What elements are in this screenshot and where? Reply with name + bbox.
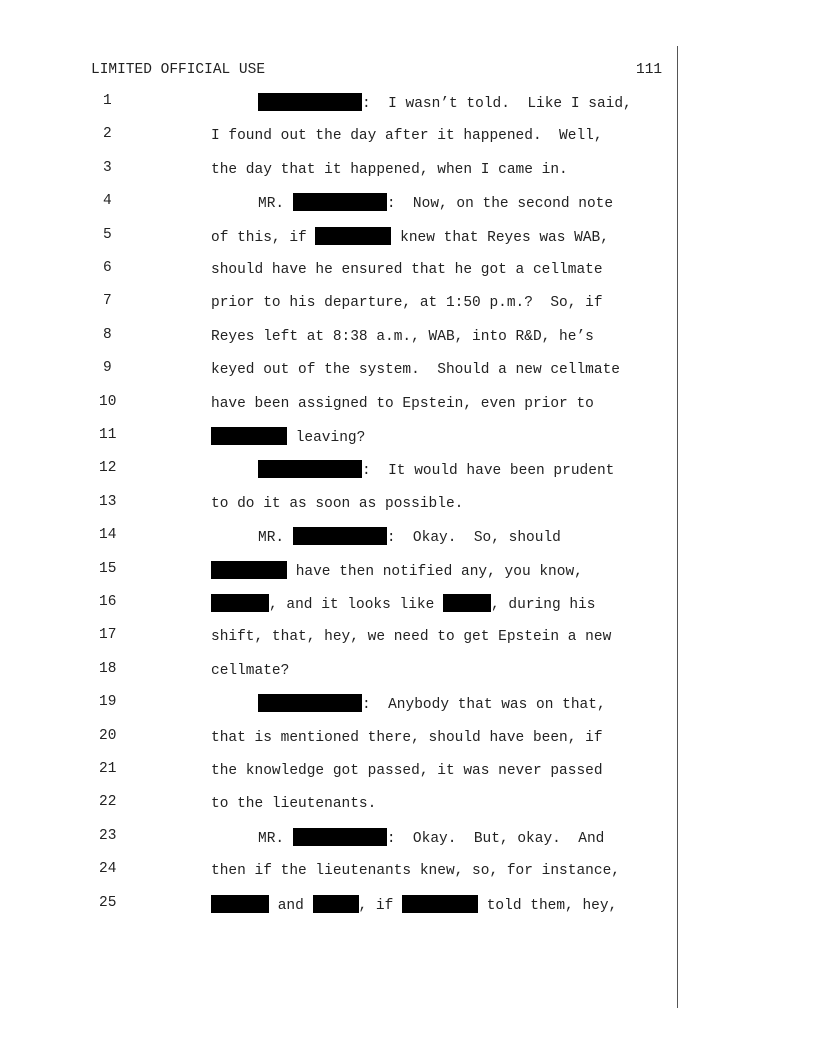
transcript-line: [0, 494, 816, 518]
line-number: 11: [99, 427, 117, 443]
transcript-line: [0, 327, 816, 351]
redaction-box: [293, 527, 387, 545]
line-number: 23: [99, 827, 117, 844]
line-number: 3: [103, 159, 112, 176]
line-number: 22: [99, 794, 117, 811]
line-text: [211, 427, 365, 448]
line-number: 2: [103, 126, 112, 143]
transcript-line: [0, 828, 816, 852]
line-text: [211, 394, 594, 414]
redaction-box: [293, 193, 387, 211]
text-run: to do it as soon as possible.: [211, 495, 464, 512]
text-run: , if: [358, 897, 403, 914]
redaction-box: [293, 828, 387, 846]
text-run: then if the lieutenants knew, so, for instance,: [211, 863, 620, 880]
line-text: [211, 661, 289, 681]
line-text: [211, 260, 603, 280]
line-number: 21: [99, 761, 117, 777]
text-run: prior to his departure, at 1:50 p.m.? So, if: [211, 295, 603, 312]
line-number: 13: [99, 493, 117, 510]
transcript-line: [0, 661, 816, 685]
text-run: : I wasn’t told. Like I said,: [362, 96, 632, 112]
transcript-line: [0, 761, 816, 785]
line-text: [211, 794, 376, 814]
text-run: : Okay. So, should: [386, 530, 561, 547]
line-number: 6: [103, 260, 112, 276]
redaction-box: [315, 227, 391, 245]
line-number: 10: [99, 393, 117, 410]
line-number: 25: [99, 894, 117, 911]
line-text: [258, 527, 561, 548]
redaction-box: [258, 694, 362, 712]
text-run: : Okay. But, okay. And: [386, 830, 605, 847]
line-text: [211, 126, 603, 146]
text-run: : It would have been prudent: [362, 463, 615, 480]
line-number: 7: [103, 293, 112, 310]
line-number: 12: [99, 460, 117, 477]
text-run: , during his: [491, 597, 596, 613]
line-text: [258, 93, 632, 114]
text-run: to the lieutenants.: [211, 796, 377, 813]
redaction-box: [258, 93, 362, 111]
text-run: of this, if: [211, 229, 316, 246]
transcript-line: [0, 794, 816, 818]
line-text: [211, 160, 568, 180]
transcript-line: [0, 93, 816, 117]
text-run: should have he ensured that he got a cellmate: [211, 262, 603, 278]
transcript-line: [0, 861, 816, 885]
transcript-line: [0, 126, 816, 150]
text-run: told them, hey,: [478, 897, 618, 914]
text-run: , and it looks like: [269, 597, 444, 613]
line-number: 16: [99, 594, 117, 610]
transcript-line: [0, 561, 816, 585]
transcript-line: [0, 895, 816, 919]
line-text: [258, 694, 606, 715]
text-run: I found out the day after it happened. Well,: [211, 128, 603, 145]
text-run: have been assigned to Epstein, even prior to: [211, 395, 594, 412]
transcript-line: [0, 160, 816, 184]
line-number: 19: [99, 694, 117, 711]
line-text: [211, 895, 617, 916]
line-number: 9: [103, 360, 112, 377]
line-text: [211, 227, 609, 248]
redaction-box: [313, 895, 359, 913]
transcript-line: [0, 360, 816, 384]
transcript-line: [0, 694, 816, 718]
text-run: shift, that, hey, we need to get Epstein a new: [211, 629, 612, 646]
transcript-line: [0, 227, 816, 251]
line-number: 4: [103, 193, 112, 210]
redaction-box: [211, 594, 269, 612]
page-number: 111: [636, 62, 663, 78]
line-text: [258, 193, 613, 214]
line-text: [211, 561, 583, 582]
text-run: MR.: [258, 196, 293, 213]
line-number: 24: [99, 861, 117, 878]
text-run: Reyes left at 8:38 a.m., WAB, into R&D, he’s: [211, 328, 594, 345]
text-run: the knowledge got passed, it was never passed: [211, 763, 603, 779]
transcript-line: [0, 627, 816, 651]
text-run: MR.: [258, 830, 293, 847]
line-number: 17: [99, 627, 117, 644]
line-text: [258, 460, 614, 481]
text-run: : Now, on the second note: [386, 196, 614, 213]
transcript-line: [0, 594, 816, 618]
text-run: MR.: [258, 530, 293, 547]
line-text: [211, 360, 620, 380]
line-text: [211, 627, 611, 647]
text-run: leaving?: [287, 430, 366, 446]
text-run: knew that Reyes was WAB,: [391, 229, 609, 246]
line-text: [211, 761, 603, 781]
line-number: 8: [103, 326, 112, 343]
text-run: cellmate?: [211, 662, 290, 679]
text-run: and: [269, 897, 313, 914]
redaction-box: [211, 427, 287, 445]
header-classification: LIMITED OFFICIAL USE: [91, 62, 266, 78]
line-text: [211, 594, 595, 615]
line-number: 15: [99, 560, 117, 577]
line-text: [211, 861, 620, 881]
line-number: 18: [99, 660, 117, 677]
transcript-line: [0, 460, 816, 484]
redaction-box: [443, 594, 491, 612]
transcript-line: [0, 427, 816, 451]
text-run: have then notified any, you know,: [287, 563, 583, 580]
line-number: 20: [99, 727, 117, 744]
text-run: keyed out of the system. Should a new cellmate: [211, 362, 620, 379]
redaction-box: [402, 895, 478, 913]
transcript-line: [0, 394, 816, 418]
line-text: [211, 728, 603, 748]
redaction-box: [211, 561, 287, 579]
text-run: that is mentioned there, should have been, if: [211, 729, 603, 746]
transcript-line: [0, 193, 816, 217]
line-text: [258, 828, 604, 849]
line-number: 5: [103, 226, 112, 243]
redaction-box: [211, 895, 269, 913]
line-number: 1: [103, 93, 112, 109]
line-text: [211, 327, 594, 347]
line-text: [211, 293, 603, 313]
transcript-line: [0, 293, 816, 317]
redaction-box: [258, 460, 362, 478]
line-text: [211, 494, 463, 514]
text-run: : Anybody that was on that,: [362, 697, 606, 714]
transcript-line: [0, 728, 816, 752]
transcript-line: [0, 527, 816, 551]
transcript-line: [0, 260, 816, 284]
text-run: the day that it happened, when I came in.: [211, 161, 568, 178]
line-number: 14: [99, 527, 117, 544]
